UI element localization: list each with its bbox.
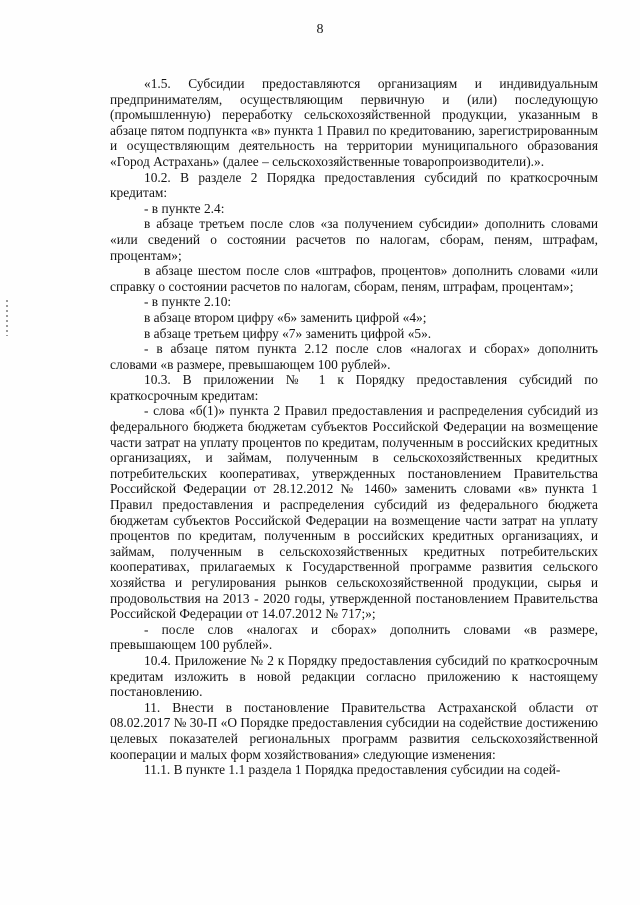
paragraph: 10.2. В разделе 2 Порядка предоставления субсидий по краткосрочным кредитам: [110,169,598,201]
paragraph: - в абзаце пятом пункта 2.12 после слов «налогах и сборах» дополнить словами «в размере, превышающем 100 рублей». [110,341,598,372]
paragraph: в абзаце шестом после слов «штрафов, процентов» дополнить словами «или справку о состоянии расчетов по налогам, сборам, пеням, штрафам, процентам»; [110,263,598,294]
paragraph: «1.5. Субсидии предоставляются организациям и индивидуальным предпринимателям, осуществляющим первичную и (или) последующую (промышленную) переработку сельскохозяйственной продукции, указанным в абзаце пятом подпункта «в» пункта 1 Правил по кредитованию, зарегистрированным и осуществляющим деятельность на территории муниципального образования «Город Астрахань» (далее – сельскохозяйственные товаропроизводители).». [110,76,598,169]
paragraph: в абзаце третьем цифру «7» заменить цифрой «5». [144,325,432,341]
scan-margin-mark [6,300,8,336]
paragraph: в абзаце третьем после слов «за получением субсидии» дополнить словами «или сведений о состоянии расчетов по налогам, сборам, пеням, штрафам, процентам»; [110,216,598,263]
paragraph: 11. Внести в постановление Правительства Астраханской области от 08.02.2017 № 30-П «О Порядке предоставления субсидии на содействие достижению целевых показателей региональных программ развития сельскохозяйственной кооперации и малых форм хозяйствования» следующие изменения: [110,699,598,762]
paragraph: 10.3. В приложении № 1 к Порядку предоставления субсидий по краткосрочным кредитам: [110,372,598,403]
paragraph: - в пункте 2.4: [144,200,225,216]
paragraph: 10.4. Приложение № 2 к Порядку предоставления субсидий по краткосрочным кредитам изложить в новой редакции согласно приложению к настоящему постановлению. [110,652,598,700]
page-number: 8 [316,22,324,37]
paragraph: - слова «б(1)» пункта 2 Правил предоставления и распределения субсидий из федерального бюджета бюджетам субъектов Российской Федерации на возмещение части затрат на уплату процентов по кредитам, полученным в российских кредитных организациях, и займам, полученным в сельскохозяйственных кредитных потребительских кооперативах, утвержденных постановлением Правительства Российской Федерации от 28.12.2012 № 1460» заменить словами «в» пункта 1 Правил предоставления и распределения субсидий из федерального бюджета бюджетам субъектов Российской Федерации на возмещение части затрат на уплату процентов по кредитам, полученным в российских кредитных организациях, и займам, полученным в сельскохозяйственных кредитных потребительских кооперативах, прилагаемых к Государственной программе развития сельского хозяйства и регулирования рынков сельскохозяйственной продукции, сырья и продовольствия на 2013 - 2020 годы, утвержденной постановлением Правительства Российской Федерации от 14.07.2012 № 717;»; [110,403,598,622]
paragraph: - после слов «налогах и сборах» дополнить словами «в размере, превышающем 100 рублей». [110,621,598,653]
paragraph: 11.1. В пункте 1.1 раздела 1 Порядка предоставления субсидии на содей- [144,762,561,778]
paragraph: в абзаце втором цифру «6» заменить цифрой «4»; [144,309,427,325]
paragraph: - в пункте 2.10: [144,294,232,310]
document-body [110,76,598,778]
